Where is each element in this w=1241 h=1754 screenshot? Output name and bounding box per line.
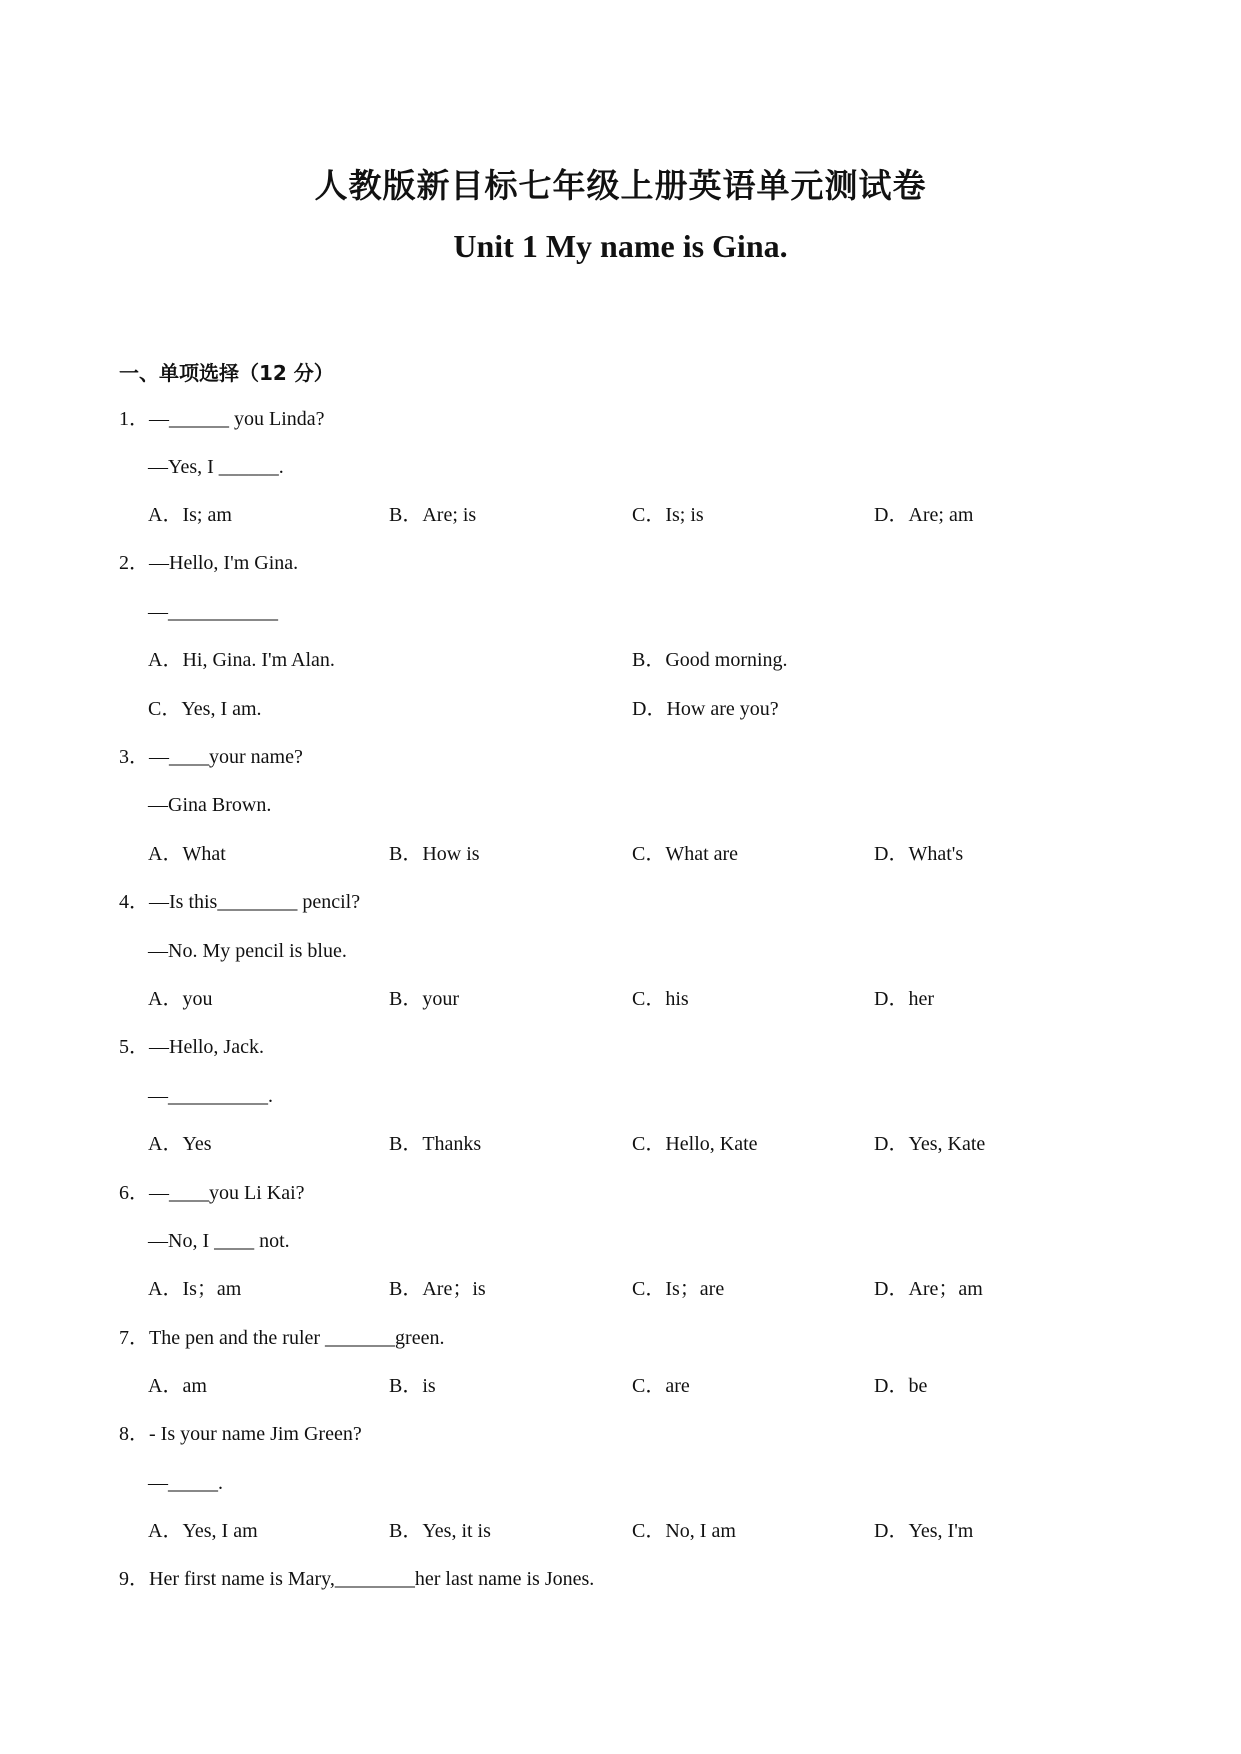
question-5-option-a: A．Yes xyxy=(148,1133,212,1155)
question-4-option-d: D．her xyxy=(874,988,934,1010)
question-7-option-b: B．is xyxy=(389,1375,436,1397)
question-8-option-b: B．Yes, it is xyxy=(389,1520,491,1542)
question-8-reply: —_____. xyxy=(148,1472,223,1494)
question-1-stem: 1．—______ you Linda? xyxy=(119,408,325,430)
question-5-option-b: B．Thanks xyxy=(389,1133,482,1155)
question-3-stem: 3．—____your name? xyxy=(119,746,303,768)
question-3-option-b: B．How is xyxy=(389,843,480,865)
question-1-option-a: A．Is; am xyxy=(148,504,232,526)
question-7-option-d: D．be xyxy=(874,1375,928,1397)
question-2-option-c: C．Yes, I am. xyxy=(148,698,262,720)
question-6-reply: —No, I ____ not. xyxy=(148,1230,290,1252)
question-8-option-c: C．No, I am xyxy=(632,1520,736,1542)
question-5-option-c: C．Hello, Kate xyxy=(632,1133,758,1155)
question-5-stem: 5．—Hello, Jack. xyxy=(119,1036,264,1058)
question-2-option-d: D．How are you? xyxy=(632,698,779,720)
question-7-option-c: C．are xyxy=(632,1375,690,1397)
question-2-option-a: A．Hi, Gina. I'm Alan. xyxy=(148,649,335,671)
question-9-stem: 9．Her first name is Mary,________her last name is Jones. xyxy=(119,1568,595,1590)
question-2-option-b: B．Good morning. xyxy=(632,649,788,671)
question-4-stem: 4．—Is this________ pencil? xyxy=(119,891,361,913)
question-6-option-a: A．Is；am xyxy=(148,1278,242,1300)
question-4-option-a: A．you xyxy=(148,988,213,1010)
question-3-option-a: A．What xyxy=(148,843,226,865)
page-title-chinese: 人教版新目标七年级上册英语单元测试卷 xyxy=(314,166,927,205)
question-4-reply: —No. My pencil is blue. xyxy=(148,940,347,962)
section-heading: 一、单项选择（12 分） xyxy=(119,361,334,385)
question-8-option-a: A．Yes, I am xyxy=(148,1520,258,1542)
question-1-reply: —Yes, I ______. xyxy=(148,456,284,478)
question-1-option-d: D．Are; am xyxy=(874,504,974,526)
question-4-option-c: C．his xyxy=(632,988,689,1010)
question-5-option-d: D．Yes, Kate xyxy=(874,1133,986,1155)
page-title-english: Unit 1 My name is Gina. xyxy=(453,228,788,264)
question-6-option-c: C．Is；are xyxy=(632,1278,725,1300)
question-3-option-d: D．What's xyxy=(874,843,964,865)
question-8-option-d: D．Yes, I'm xyxy=(874,1520,974,1542)
question-1-option-c: C．Is; is xyxy=(632,504,704,526)
question-1-option-b: B．Are; is xyxy=(389,504,477,526)
question-2-reply: —___________ xyxy=(148,601,278,623)
question-8-stem: 8．- Is your name Jim Green? xyxy=(119,1423,362,1445)
question-3-reply: —Gina Brown. xyxy=(148,794,272,816)
question-2-stem: 2．—Hello, I'm Gina. xyxy=(119,552,299,574)
question-6-option-b: B．Are；is xyxy=(389,1278,486,1300)
question-7-stem: 7．The pen and the ruler _______green. xyxy=(119,1327,445,1349)
question-6-option-d: D．Are；am xyxy=(874,1278,983,1300)
question-4-option-b: B．your xyxy=(389,988,459,1010)
question-7-option-a: A．am xyxy=(148,1375,207,1397)
question-6-stem: 6．—____you Li Kai? xyxy=(119,1182,305,1204)
question-3-option-c: C．What are xyxy=(632,843,739,865)
question-5-reply: —__________. xyxy=(148,1085,273,1107)
